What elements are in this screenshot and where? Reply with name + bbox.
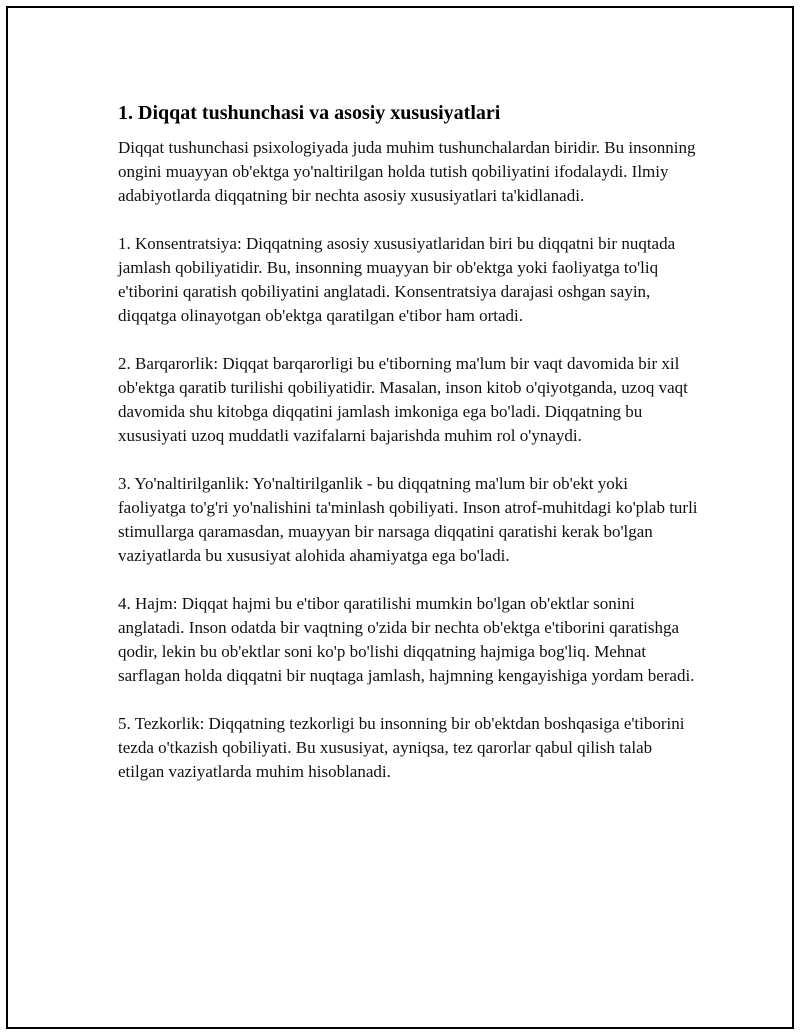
document-page [6,6,794,1029]
section-heading: 1. Diqqat tushunchasi va asosiy xususiyatlari [118,102,501,124]
paragraph-tezkorlik: 5. Tezkorlik: Diqqatning tezkorligi bu insonning bir ob'ektdan boshqasiga e'tiborini tezda o'tkazish qobiliyati. Bu xususiyat, ayniqsa, tez qarorlar qabul qilish talab etilgan vaziyatlarda muhim hisoblanadi. [118,714,685,781]
paragraph-barqarorlik: 2. Barqarorlik: Diqqat barqarorligi bu e'tiborning ma'lum bir vaqt davomida bir xil ob'ektga qaratib turilishi qobiliyatidir. Masalan, inson kitob o'qiyotganda, uzoq vaqt davomida shu kitobga diqqatini jamlash imkoniga ega bo'ladi. Diqqatning bu xususiyati uzoq muddatli vazifalarni bajarishda muhim rol o'ynaydi. [118,354,688,445]
paragraph-konsentratsiya: 1. Konsentratsiya: Diqqatning asosiy xususiyatlaridan biri bu diqqatni bir nuqtada jamlash qobiliyatidir. Bu, insonning muayyan bir ob'ektga yoki faoliyatga to'liq e'tiborini qaratish qobiliyatini anglatadi. Konsentratsiya darajasi oshgan sayin, diqqatga olinayotgan ob'ektga qaratilgan e'tibor ham ortadi. [118,234,676,325]
intro-paragraph: Diqqat tushunchasi psixologiyada juda muhim tushunchalardan biridir. Bu insonning ongini muayyan ob'ektga yo'naltirilgan holda tutish qobiliyatini ifodalaydi. Ilmiy adabiyotlarda diqqatning bir nechta asosiy xususiyatlari ta'kidlanadi. [118,138,696,205]
paragraph-hajm: 4. Hajm: Diqqat hajmi bu e'tibor qaratilishi mumkin bo'lgan ob'ektlar sonini anglatadi. Inson odatda bir vaqtning o'zida bir nechta ob'ektga e'tiborini qaratishga qodir, lekin bu ob'ektlar soni ko'p bo'lishi diqqatning hajmiga bog'liq. Mehnat sarflagan holda diqqatni bir nuqtaga jamlash, hajmning kengayishiga yordam beradi. [118,594,695,685]
document-content [118,100,698,784]
paragraph-yonaltirilganlik: 3. Yo'naltirilganlik: Yo'naltirilganlik - bu diqqatning ma'lum bir ob'ekt yoki faoliyatga to'g'ri yo'nalishini ta'minlash qobiliyati. Inson atrof-muhitdagi ko'plab turli stimullarga qaramasdan, muayyan bir narsaga diqqatini qaratishi kerak bo'lgan vaziyatlarda bu xususiyat alohida ahamiyatga ega bo'ladi. [118,474,698,565]
